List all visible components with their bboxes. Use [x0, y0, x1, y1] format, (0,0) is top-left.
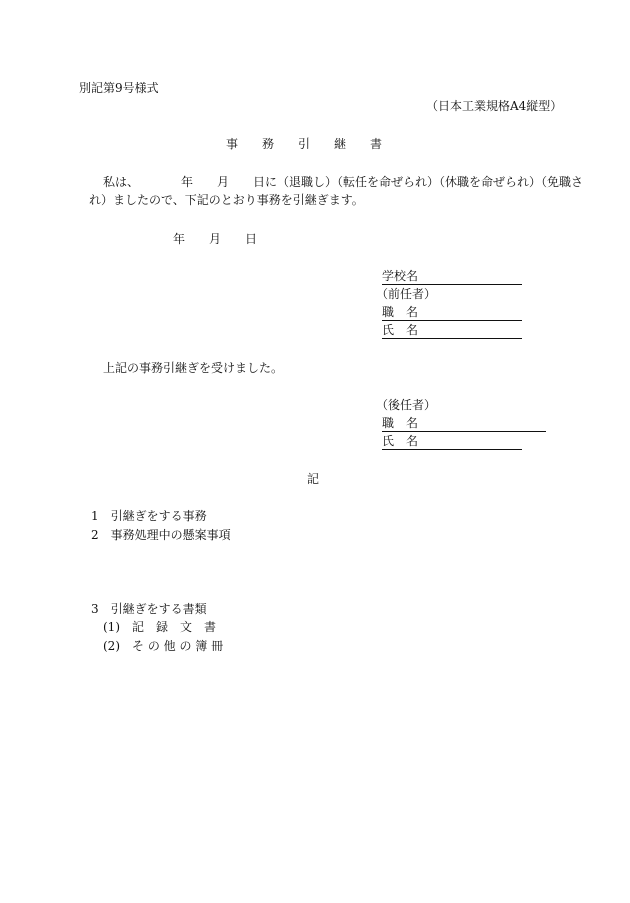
item-pending-matters: 2 事務処理中の懸案事項 [91, 528, 231, 542]
successor-position-field: 職 名 [382, 417, 546, 432]
acceptance-statement: 上記の事務引継ぎを受けました。 [103, 361, 284, 375]
document-title: 事 務 引 継 書 [226, 137, 383, 151]
successor-name-field: 氏 名 [382, 435, 522, 450]
predecessor-school-field: 学校名 [382, 270, 522, 285]
transfer-statement-line1: 私は、 年 月 日に（退職し）（転任を命ぜられ）（休職を命ぜられ）（免職さ [103, 175, 584, 189]
ki-heading: 記 [307, 472, 320, 486]
transfer-statement-line2: れ）ましたので、下記のとおり事務を引継ぎます。 [89, 193, 364, 207]
successor-heading: （後任者） [376, 398, 437, 412]
subitem-records: (1) 記 録 文 書 [103, 620, 216, 634]
paper-size-note: （日本工業規格A4縦型） [426, 99, 563, 113]
subitem-other-registers: (2) そ の 他 の 簿 冊 [103, 639, 224, 653]
predecessor-position-field: 職 名 [382, 306, 522, 321]
predecessor-heading: （前任者） [376, 287, 437, 301]
item-transferred-documents: 3 引継ぎをする書類 [91, 602, 207, 616]
predecessor-name-field: 氏 名 [382, 324, 522, 339]
item-transferred-duties: 1 引継ぎをする事務 [91, 509, 207, 523]
date-line: 年 月 日 [173, 232, 258, 246]
form-number: 別記第9号様式 [79, 81, 159, 95]
